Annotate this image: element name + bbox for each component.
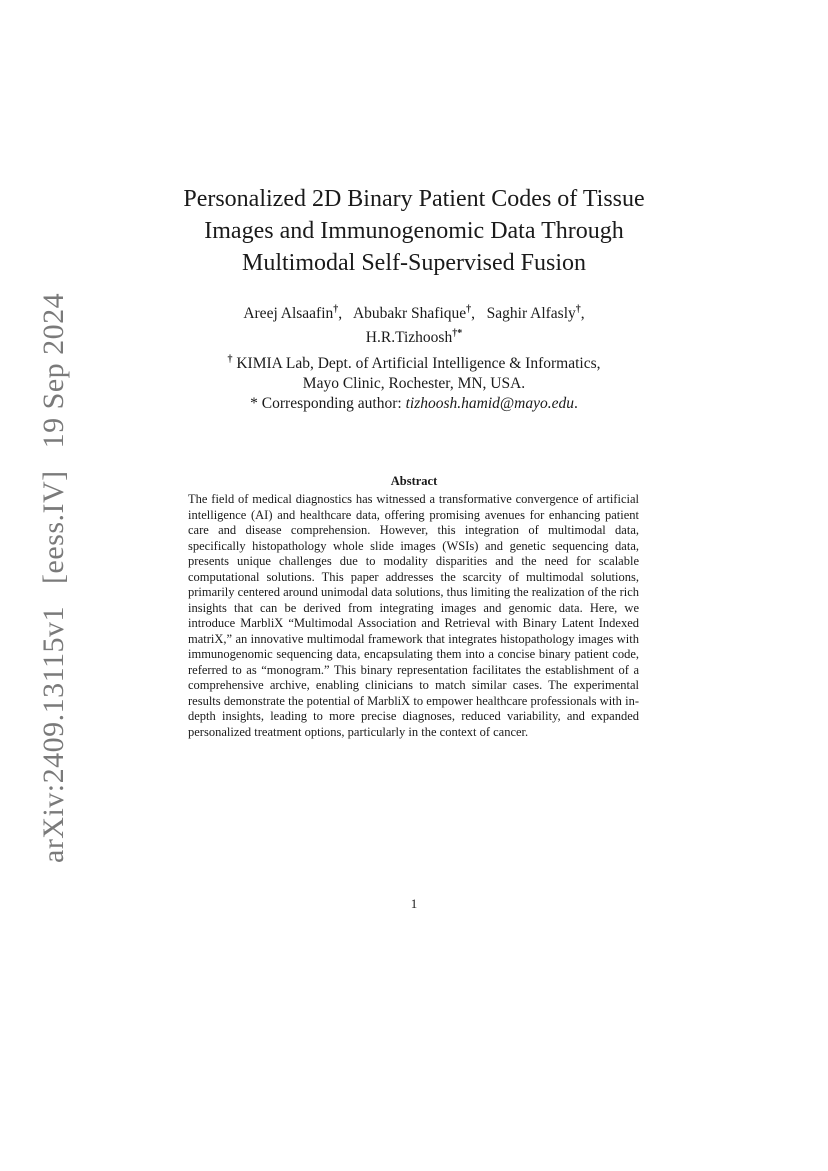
abstract-heading: Abstract (390, 474, 438, 488)
author-3: Saghir Alfasly†, (486, 304, 585, 322)
author-affiliation-mark: † (466, 304, 472, 315)
author-4 (366, 329, 462, 346)
author-list (150, 300, 678, 348)
title-line-3: Multimodal Self-Supervised Fusion (242, 250, 586, 276)
affiliation-block (150, 350, 678, 414)
abstract-body: The field of medical diagnostics has witnessed a transformative convergence of artificial intelligence (AI) and healthcare data, offering promising avenues for enhancing patient care and disease comprehension. However, this integration of multimodal data, specifically histopathology whole slide images (WSIs) and genetic sequencing data, presents unique challenges due to modality disparities and the need for scalable computational solutions. This paper addresses the scarcity of multimodal solutions, primarily centered around unimodal data solutions, thus limiting the realization of the rich insights that can be derived from integrating images and genomic data. Here, we introduce MarbliX “Multimodal Association and Retrieval with Binary Latent Indexed matriX,” an innovative multimodal framework that integrates histopathology images with immunogenomic sequencing data, encapsulating them into a concise binary patient code, referred to as “monogram.” This binary representation facilitates the establishment of a comprehensive archive, enabling clinicians to match similar cases. The experimental results demonstrate the potential of MarbliX to empower healthcare professionals with in-depth insights, leading to more precise diagnoses, reduced variability, and expanded personalized treatment options, particularly in the context of cancer. (188, 492, 639, 739)
author-name: Abubakr Shafique (352, 305, 467, 322)
paper-title (150, 183, 678, 279)
affiliation-line-1: † KIMIA Lab, Dept. of Artificial Intelligence & Informatics, (227, 354, 601, 372)
corresponding-email: tizhoosh.hamid@mayo.edu (405, 395, 574, 412)
author-2: Abubakr Shafique†, (352, 304, 476, 322)
affiliation-marker: † (227, 354, 233, 365)
arxiv-category: [eess.IV] (37, 470, 70, 584)
author-affiliation-mark: † (575, 304, 581, 315)
arxiv-id: arXiv:2409.13115v1 (37, 605, 70, 863)
title-line-1: Personalized 2D Binary Patient Codes of Tissue (183, 186, 645, 212)
corresponding-author: * Corresponding author: tizhoosh.hamid@mayo.edu. (250, 395, 578, 412)
arxiv-identifier-stamp (37, 293, 71, 863)
author-affiliation-mark: † (333, 304, 339, 315)
author-name: Areej Alsaafin (243, 305, 334, 322)
author-name: Saghir Alfasly (486, 305, 576, 322)
author-1: Areej Alsaafin†, (243, 304, 343, 322)
affiliation-line-2: Mayo Clinic, Rochester, MN, USA. (302, 375, 526, 392)
author-affiliation-mark: †* (452, 328, 463, 339)
arxiv-date: 19 Sep 2024 (37, 292, 70, 449)
author-name: H.R.Tizhoosh (365, 329, 453, 346)
title-line-2: Images and Immunogenomic Data Through (204, 218, 624, 244)
page-number: 1 (410, 896, 418, 911)
